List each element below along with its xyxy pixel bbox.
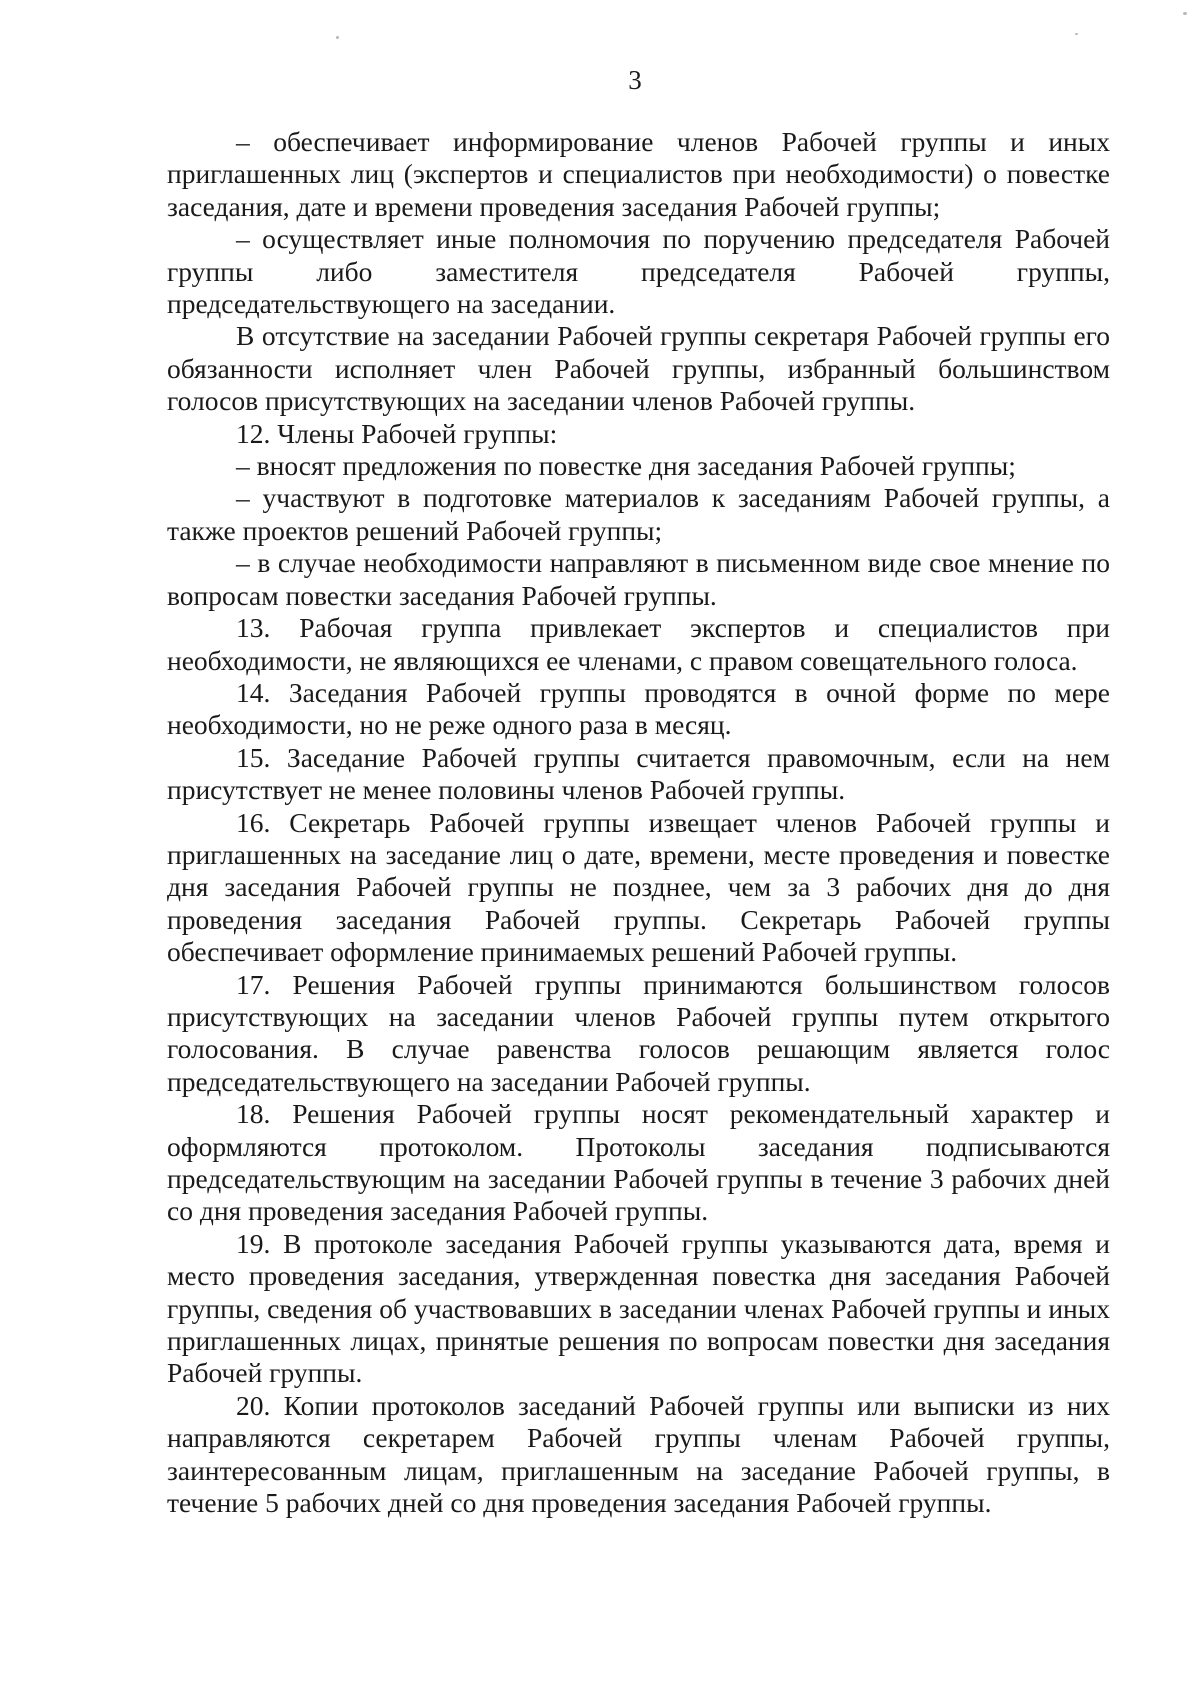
page-number: 3	[628, 65, 642, 95]
paragraph-12-item-materials: – участвуют в подготовке материалов к заседаниям Рабочей группы, а также проектов решений Рабочей группы;	[167, 482, 1110, 546]
paragraph-12-item-opinion: – в случае необходимости направляют в письменном виде свое мнение по вопросам повестки заседания Рабочей группы.	[167, 547, 1110, 611]
paragraph-18: 18. Решения Рабочей группы носят рекомендательный характер и оформляются протоколом. Протоколы заседания подписываются председательствующим на заседании Рабочей группы в течение 3 рабочих дней со дня проведения заседания Рабочей группы.	[167, 1098, 1110, 1227]
paragraph-19: 19. В протоколе заседания Рабочей группы указываются дата, время и место проведения заседания, утвержденная повестка дня заседания Рабочей группы, сведения об участвовавших в заседании членах Рабочей группы и иных приглашенных лицах, принятые решения по вопросам повестки дня заседания Рабочей группы.	[167, 1227, 1110, 1389]
scan-speck	[336, 36, 339, 39]
document-body	[167, 126, 1110, 1519]
paragraph-12-item-proposals: – вносят предложения по повестке дня заседания Рабочей группы;	[236, 450, 1016, 482]
paragraph-secretary-absence: В отсутствие на заседании Рабочей группы секретаря Рабочей группы его обязанности исполняет член Рабочей группы, избранный большинством голосов присутствующих на заседании членов Рабочей группы.	[167, 320, 1110, 417]
paragraph-14: 14. Заседания Рабочей группы проводятся в очной форме по мере необходимости, но не реже одного раза в месяц.	[167, 676, 1110, 741]
paragraph-20: 20. Копии протоколов заседаний Рабочей группы или выписки из них направляются секретарем Рабочей группы членам Рабочей группы, заинтересованным лицам, приглашенным на заседание Рабочей группы, в течение 5 рабочих дней со дня проведения заседания Рабочей группы.	[167, 1389, 1110, 1519]
scan-speck	[1183, 12, 1187, 15]
paragraph-secretary-other-powers: – осуществляет иные полномочия по поручению председателя Рабочей группы либо заместителя председателя Рабочей группы, председательствующего на заседании.	[167, 223, 1110, 320]
paragraph-16: 16. Секретарь Рабочей группы извещает членов Рабочей группы и приглашенных на заседание лиц о дате, времени, месте проведения и повестке дня заседания Рабочей группы не позднее, чем за 3 рабочих дня до дня проведения заседания Рабочей группы. Секретарь Рабочей группы обеспечивает оформление принимаемых решений Рабочей группы.	[167, 806, 1110, 968]
scan-speck	[1075, 33, 1078, 35]
paragraph-13: 13. Рабочая группа привлекает экспертов и специалистов при необходимости, не являющихся ее членами, с правом совещательного голоса.	[167, 612, 1110, 676]
paragraph-secretary-informs: – обеспечивает информирование членов Рабочей группы и иных приглашенных лиц (экспертов и специалистов при необходимости) о повестке заседания, дате и времени проведения заседания Рабочей группы;	[167, 126, 1110, 222]
paragraph-12-heading: 12. Члены Рабочей группы:	[236, 417, 558, 449]
paragraph-17: 17. Решения Рабочей группы принимаются большинством голосов присутствующих на заседании членов Рабочей группы путем открытого голосования. В случае равенства голосов решающим является голос председательствующего на заседании Рабочей группы.	[167, 968, 1110, 1097]
paragraph-15: 15. Заседание Рабочей группы считается правомочным, если на нем присутствует не менее половины членов Рабочей группы.	[167, 741, 1110, 806]
